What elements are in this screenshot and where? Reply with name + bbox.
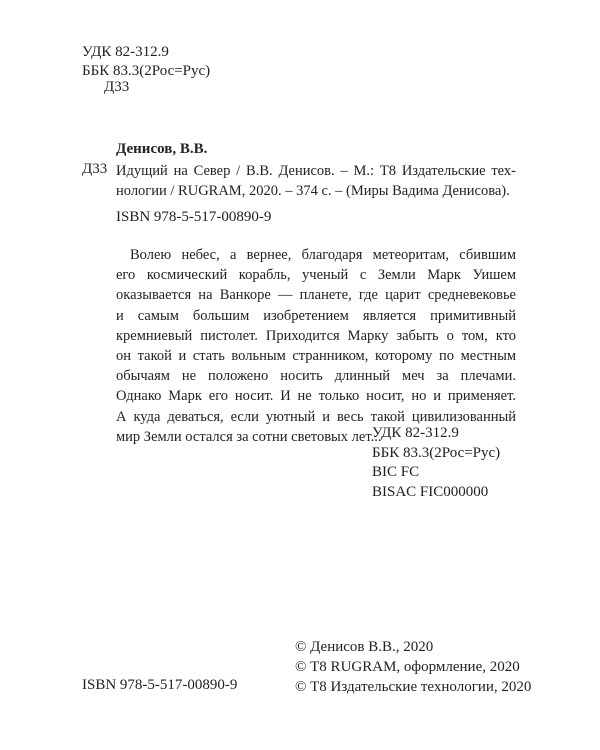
- annotation-line: его космический корабль, ученый с Земли Марк Уишем: [116, 267, 516, 284]
- copyright-line: © Денисов В.В., 2020: [295, 639, 434, 655]
- annotation-line: А куда деваться, если уютный и весь такой цивилизованный: [116, 408, 516, 425]
- author-heading: Денисов, В.В.: [116, 141, 208, 157]
- biblio-line: нологии / RUGRAM, 2020. – 374 с. – (Миры Вадима Денисова).: [116, 183, 510, 199]
- copyright-line: © Т8 Издательские технологии, 2020: [295, 679, 532, 695]
- annotation-line: мир Земли остался за сотни световых лет...: [116, 428, 382, 445]
- annotation-line: оказывается на Ванкоре — планете, где царит средневековье: [116, 287, 516, 304]
- udk-code: УДК 82-312.9: [372, 425, 459, 441]
- annotation-line: Волею небес, а вернее, благодаря метеоритам, сбившим: [130, 247, 516, 263]
- annotation-line: Однако Марк его носит. И не только носит, но и применяет.: [116, 388, 516, 405]
- entry-author-sign: Д33: [82, 161, 108, 177]
- bbk-code: ББК 83.3(2Рос=Рус): [82, 63, 211, 79]
- annotation-line: и самым большим изобретением является примитивный: [116, 307, 516, 324]
- classification-codes: [372, 424, 500, 502]
- bibliographic-description: [116, 161, 516, 201]
- annotation-line: обычаям не положено носить длинный меч за плечами.: [116, 368, 516, 385]
- udk-code: УДК 82-312.9: [82, 44, 169, 60]
- isbn: ISBN 978-5-517-00890-9: [116, 209, 272, 225]
- author-sign: Д33: [104, 79, 130, 95]
- footer-isbn: ISBN 978-5-517-00890-9: [82, 677, 238, 693]
- annotation-line: он такой и стать вольным странником, которому по местным: [116, 348, 516, 365]
- biblio-line: Идущий на Север / В.В. Денисов. – М.: Т8 Издательские тех-: [116, 163, 516, 179]
- bbk-code: ББК 83.3(2Рос=Рус): [372, 444, 501, 461]
- catalog-codes: [82, 43, 210, 81]
- bic-code: BIC FC: [372, 464, 420, 480]
- bisac-code: BISAC FIC000000: [372, 483, 489, 500]
- copyright-block: [295, 637, 531, 697]
- copyright-line: © Т8 RUGRAM, оформление, 2020: [295, 659, 520, 675]
- annotation-line: кремниевый пистолет. Приходится Марку забыть о том, кто: [116, 327, 516, 344]
- annotation: [116, 245, 516, 447]
